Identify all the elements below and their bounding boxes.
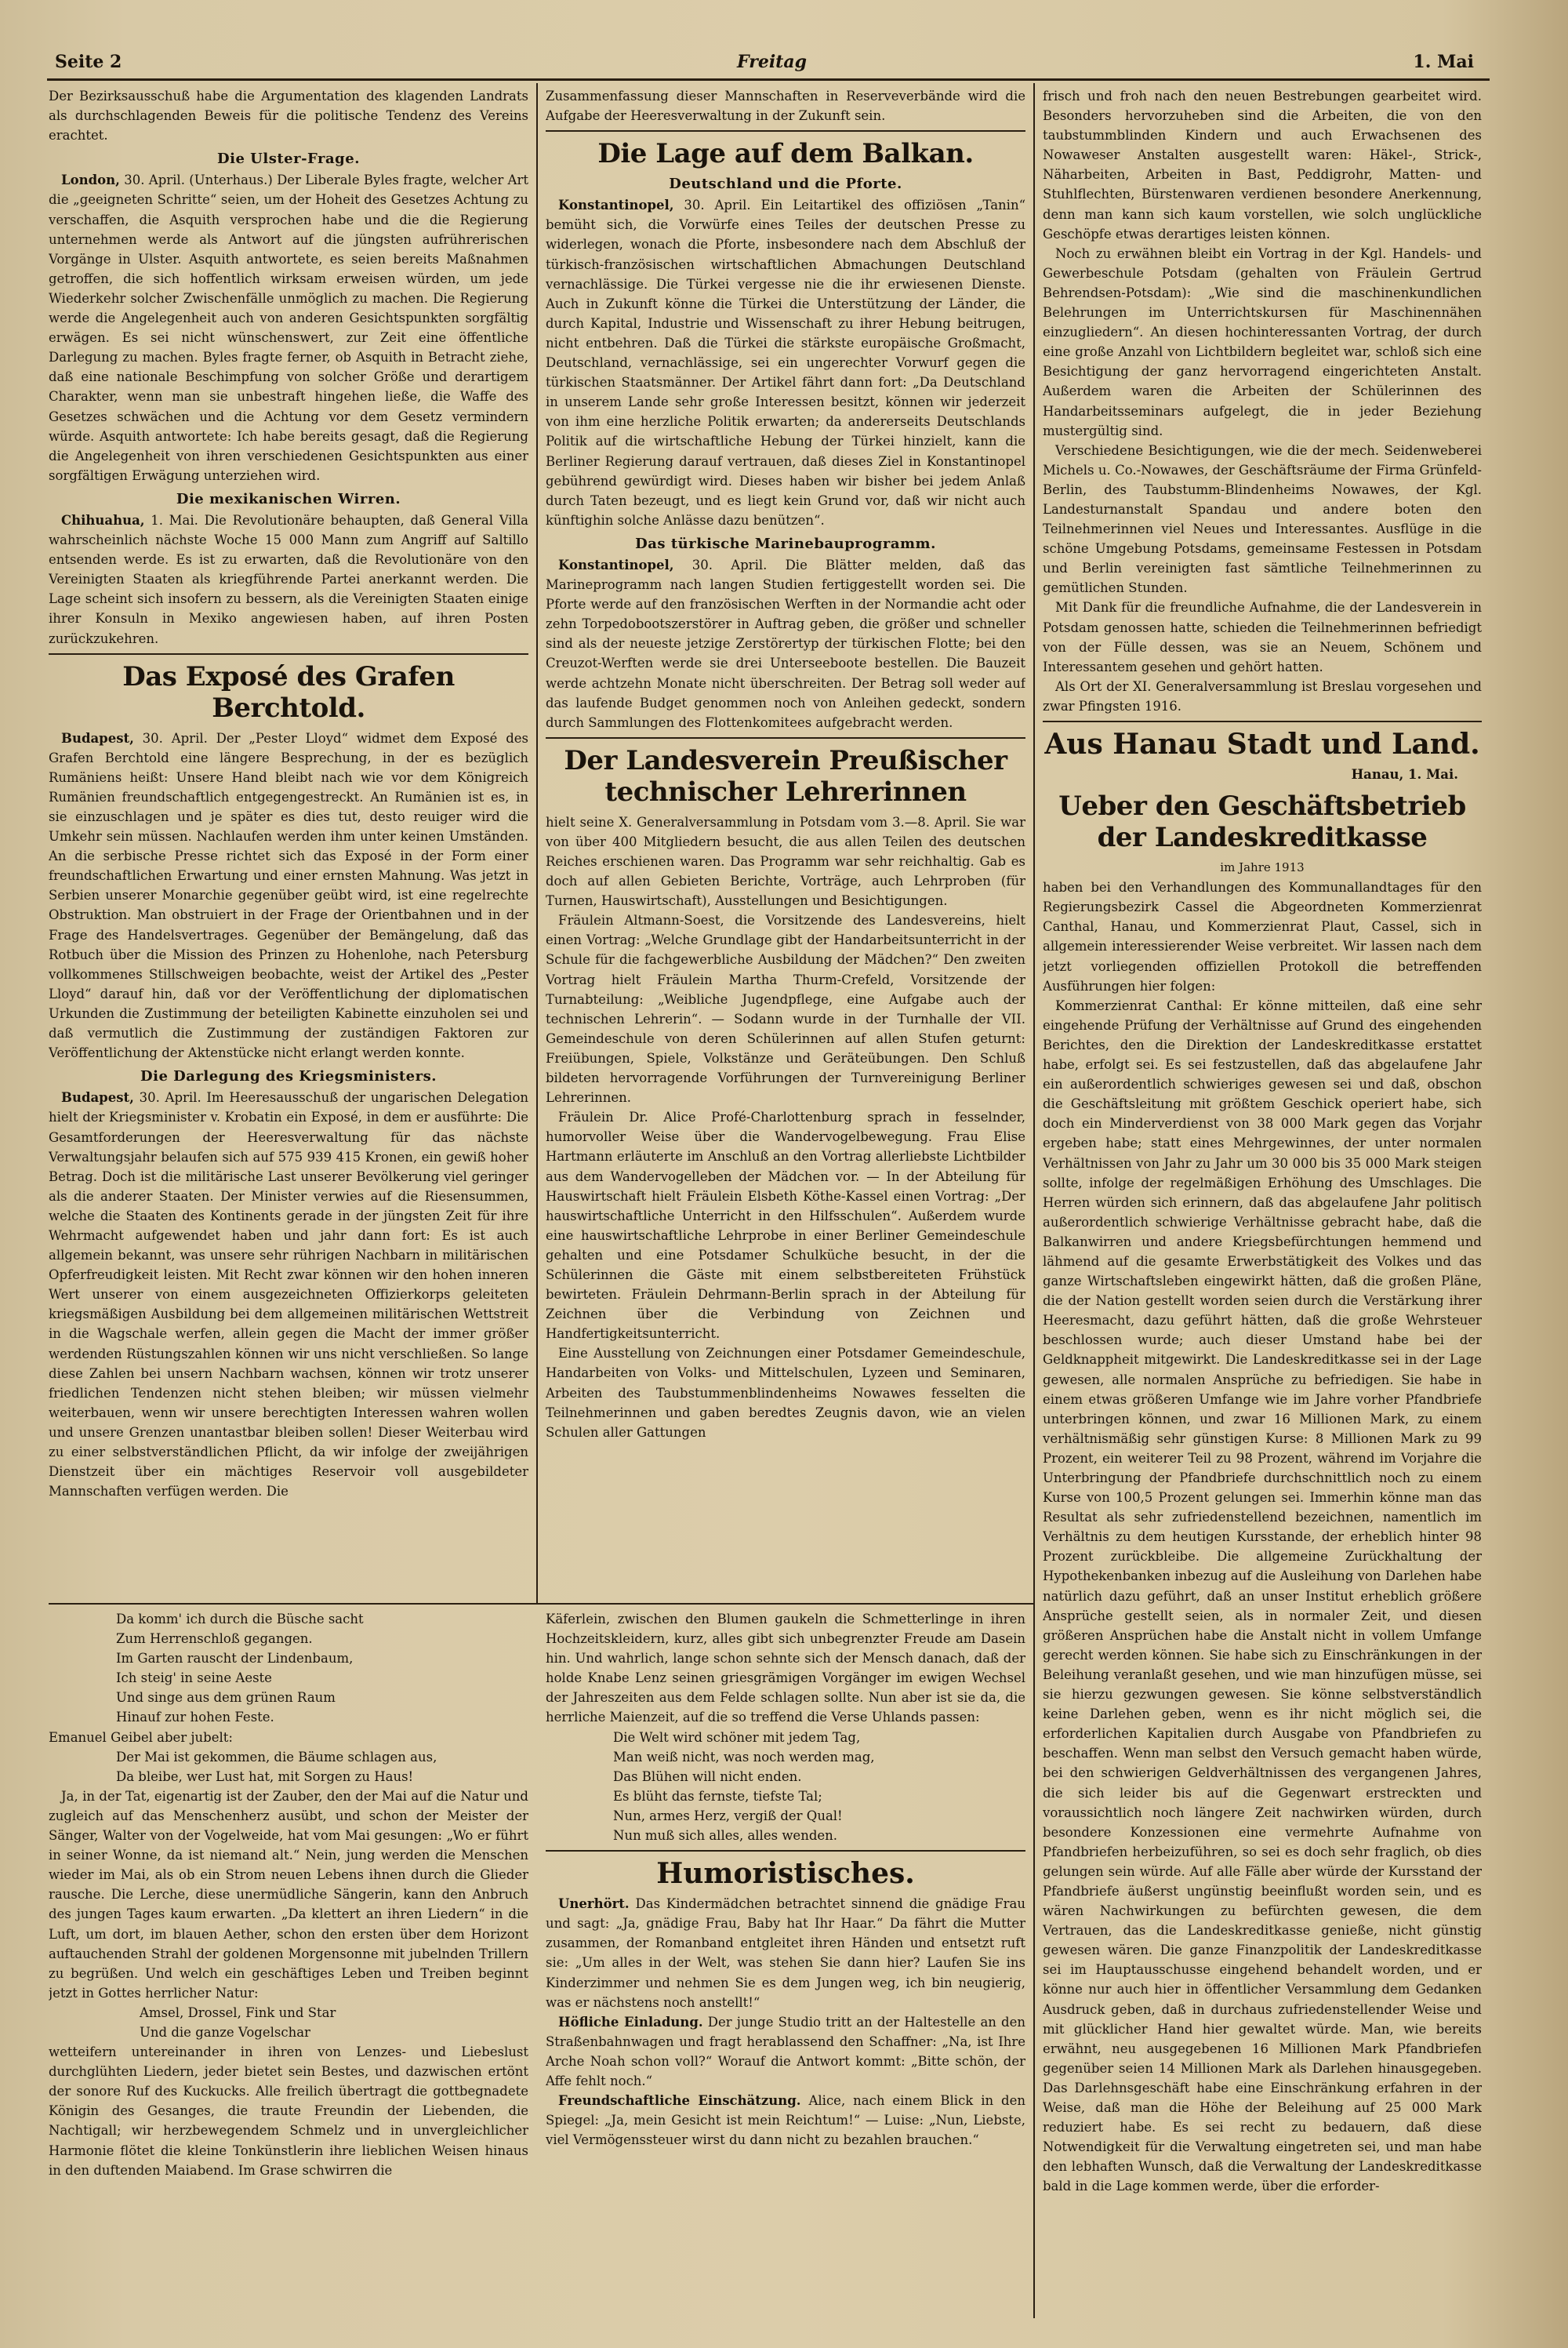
verse-line: Da komm' ich durch die Büsche sacht [116, 1612, 364, 1627]
section-title: Humoristisches. [656, 1857, 915, 1891]
article-title: Ueber den Geschäftsbetrieb der Landeskreditkasse [1058, 791, 1466, 854]
anecdote-title: Freundschaftliche Einschätzung. [558, 2093, 801, 2109]
paragraph: Ja, in der Tat, eigenartig ist der Zauber, den der Mai auf die Natur und zugleich auf das Menschenherz ausübt, und schon der Meister der Sänger, Walter von der Vogelweide, hat vom Mai gesungen: „Wo er führt in seiner Wonne, da ist niemand alt.“ Nein, jung werden die Menschen wieder im Mai, als ob ein Strom neuen Lebens ihnen durch die Glieder rausche. Die Lerche, diese unermüdliche Sängerin, kann den Anbruch des jungen Tages kaum erwarten. „Da klettert an ihren Liedern“ in die Luft, um dort, im blauen Aether, schon den ersten über dem Horizont auftauchenden Strahl der goldenen Morgensonne mit jubelnden Trillern zu begrüßen. Und welch ein geschäftiges Leben und Treiben beginnt jetzt in Gottes herrlicher Natur: [49, 1788, 528, 2001]
divider [546, 737, 1025, 739]
article-text: 1. Mai. Die Revolutionäre behaupten, daß General Villa wahrscheinlich nächste Woche 15 000 Mann zum Angriff auf Saltillo entsenden werde. Es ist zu erwarten, daß die Revolutionäre von den Vereinigten Staaten als kriegführende Partei anerkannt werden. Die Lage scheint sich insofern zu bessern, als die Vereinigten Staaten einige ihrer Konsuln in Mexiko angewiesen haben, auf ihren Posten zurückzukehren. [49, 512, 528, 646]
verse-line: Man weiß nicht, was noch werden mag, [613, 1749, 875, 1765]
anecdote-text: Das Kindermädchen betrachtet sinnend die gnädige Frau und sagt: „Ja, gnädige Frau, Baby hat Ihr Haar.“ Da fährt die Mutter zusammen, der Romanband entgleitet ihren Händen und entsetzt ruft sie: „Um alles in der Welt, was stehen Sie dann hier? Laufen Sie ins Kinderzimmer und nehmen Sie es dem Jungen weg, ich bin neugierig, was er nächstens noch anstellt!“ [546, 1896, 1025, 2010]
paragraph: Emanuel Geibel aber jubelt: [49, 1729, 233, 1745]
divider [546, 1850, 1025, 1852]
paragraph: Eine Ausstellung von Zeichnungen einer Potsdamer Gemeindeschule, Handarbeiten von Volks- und Mittelschulen, Lyzeen und Seminaren, Arbeiten des Taubstummenblindenheims Nowawes fesselten die Teilnehmerinnen und gaben beredtes Zeugnis davon, wie an vielen Schulen aller Gattungen [546, 1346, 1025, 1440]
verse-line: Im Garten rauscht der Lindenbaum, [116, 1651, 354, 1666]
feuilleton-column-2 [546, 1609, 1025, 2315]
article-text: 30. April. (Unterhaus.) Der Liberale Byles fragte, welcher Art die „geeigneten Schritte“ seien, um der Hoheit des Gesetzes Achtung zu verschaffen, die Asquith versprochen habe und die die Regierung unternehmen werde als Antwort auf die jüngsten aufrührerischen Vorgänge in Ulster. Asquith antwortete, es seien bereits Maßnahmen getroffen, die sich hoffentlich wirksam erweisen würden, um jede Wiederkehr solcher Zwischenfälle unmöglich zu machen. Die Regierung werde die Angelegenheit auch von anderen Gesichtspunkten sorgfältig erwägen. Es sei nicht wünschenswert, zur Zeit eine öffentliche Darlegung zu machen. Byles fragte ferner, ob Asquith in Betracht ziehe, daß eine nationale Beschimpfung von solcher Größe und derartigem Charakter, wenn man sie unbestraft hingehen ließe, die Waffe des Gesetzes schwächen und die Achtung vor dem Gesetz vermindern würde. Asquith antwortete: Ich habe bereits gesagt, daß die Regierung die Angelegenheit von ihren verschiedenen Gesichtspunkten aus einer sorgfältigen Erwägung unterziehen wird. [49, 173, 528, 483]
paragraph: Zusammenfassung dieser Mannschaften in Reserveverbände wird die Aufgabe der Heeresverwaltung in der Zukunft sein. [546, 89, 1025, 124]
paragraph: Mit Dank für die freundliche Aufnahme, die der Landesverein in Potsdam genossen hatte, schieden die Teilnehmerinnen befriedigt von der Fülle dessen, was sie an Neuem, Schönem und Interessantem gesehen und gehört hatten. [1043, 600, 1482, 674]
verse-line: Und die ganze Vogelschar [140, 2024, 310, 2040]
paragraph: Kommerzienrat Canthal: Er könne mitteilen, daß eine sehr eingehende Prüfung der Verhältnisse auf Grund des eingehenden Berichtes, den die Direktion der Landeskreditkasse erstattet habe, erfolgt sei. Es sei festzustellen, daß das abgelaufene Jahr ein außerordentlich schwieriges gewesen sei und daß, obschon die Geschäftsleitung mit größtem Geschick operiert habe, sich doch ein Minderverdienst von 38 000 Mark gegen das Vorjahr ergeben habe; statt eines Mehrgewinnes, der unter normalen Verhältnissen von Jahr zu Jahr um 30 000 bis 35 000 Mark steigen sollte, infolge der regelmäßigen Erhöhung des Umschlages. Die Herren würden sich erinnern, daß das abgelaufene Jahr politisch außerordentlich schwierige Verhältnisse gebracht habe, daß die Balkanwirren und andere Kriegsbefürchtungen hemmend und lähmend auf die gesamte Erwerbstätigkeit des Volkes und das ganze Wirtschaftsleben eingewirkt hätten, daß die großen Pläne, die der Nation gestellt worden seien durch die Verstärkung ihrer Heeresmacht, dazu geführt hätten, daß die große Wehrsteuer beschlossen wurde; auch dieser Umstand habe bei der Geldknappheit mitgewirkt. Die Landeskreditkasse sei in der Lage gewesen, alle normalen Ansprüche zu befriedigen. Sie habe in einem etwas größeren Umfange wie im Jahre vorher Pfandbriefe unterbringen können, und zwar 16 Millionen Mark, zu einem verhältnismäßig sehr günstigen Kurse: 8 Millionen Mark zu 99 Prozent, ein weiterer Teil zu 98 Prozent, während im Vorjahre die Unterbringung der Pfandbriefe durchschnittlich noch zu einem Kurse von 100,5 Prozent gelungen sei. Immerhin könne man das Resultat als sehr zufriedenstellend bezeichnen, namentlich im Verhältnis zu dem heutigen Kursstande, der erheblich hinter 98 Prozent zurückbleibe. Die allgemeine Zurückhaltung der Hypothekenbanken inbezug auf die Ausleihung von Darlehen habe natürlich dazu geführt, daß an unser Institut erheblich größere Ansprüche gestellt seien, als in normaler Zeit, und diesen größeren Ansprüchen habe die Anstalt nicht in vollem Umfange gerecht werden können. Sie habe sich zu Einschränkungen in der Beleihung veranlaßt gesehen, und wie man hinzufügen müsse, sei sie hierzu gezwungen gewesen. Sie könne selbstverständlich keine Darlehen geben, wenn es ihr nicht möglich sei, die erforderlichen Kapitalien durch Ausgabe von Pfandbriefen zu beschaffen. Wenn man selbst den Versuch gemacht haben würde, bei den schwierigen Geldverhältnissen des vergangenen Jahres, die sich leider bis auf die Gegenwart erstreckten und voraussichtlich noch längere Zeit nachwirken würden, durch besondere Konzessionen eine vermehrte Aufnahme von Pfandbriefen herbeizuführen, so sei es doch sehr fraglich, ob dies gelungen sein würde. Auf alle Fälle aber würde der Kursstand der Pfandbriefe äußerst ungünstig beeinflußt worden sein, und es wären Nachwirkungen zu befürchten gewesen, die dem Vertrauen, das die Landeskreditkasse genieße, nicht günstig gewesen wären. Die ganze Finanzpolitik der Landeskreditkasse sei im Hauptausschusse eingehend behandelt worden, und er könne nur auch hier in öffentlicher Versammlung dem Gedanken Ausdruck geben, daß in durchaus zufriedenstellender Weise und mit glücklicher Hand hier gewaltet würde. Man, wie bereits erwähnt, neu ausgegebenen 16 Millionen Mark Pfandbriefen gegenüber seien 14 Millionen Mark als Darlehen hinausgegeben. Das Darlehnsgeschäft habe eine Einschränkung erfahren in der Weise, daß man die Höhe der Beleihung auf 25 000 Mark reduziert habe. Es sei recht zu bedauern, daß diese Notwendigkeit für die Verwaltung eingetreten sei, und man habe den lebhaften Wunsch, daß die Verwaltung der Landeskreditkasse bald in die Lage kommen werde, über die erforder- [1043, 998, 1482, 2194]
article-title: Die Lage auf dem Balkan. [597, 138, 974, 170]
verse-line: Die Welt wird schöner mit jedem Tag, [613, 1729, 861, 1745]
article-text: 30. April. Die Blätter melden, daß das Marineprogramm nach langen Studien fertiggestellt worden sei. Die Pforte werde auf den französischen Werften in der Normandie acht oder zehn Torpedobootszerstörer in Auftrag geben, die größer und schneller sind als der neueste jetzige Zerstörertyp der türkischen Flotte; bei den Creuzot-Werften werde sie drei Unterseeboote bestellen. Die Bauzeit werde achtzehn Monate nicht überschreiten. Der Betrag soll weder auf das laufende Budget genommen noch von Anleihen gedeckt, sondern durch Sammlungen des Flottenkomitees aufgebracht werden. [546, 557, 1025, 730]
anecdote-title: Höfliche Einladung. [558, 2014, 703, 2030]
paragraph: haben bei den Verhandlungen des Kommunallandtages für den Regierungsbezirk Cassel die Abgeordneten Kommerzienrat Canthal, Hanau, und Kommerzienrat Plaut, Cassel, sich in allgemein interessierender Weise verbreitet. Wir lassen nach dem jetzt vorliegenden offiziellen Protokoll die betreffenden Ausführungen hier folgen: [1043, 880, 1482, 994]
dateline: Hanau, 1. Mai. [1351, 767, 1458, 782]
column-1 [49, 86, 528, 1600]
verse-line: Und singe aus dem grünen Raum [116, 1690, 336, 1706]
dateline: Budapest, [61, 1090, 134, 1106]
dateline: Budapest, [61, 730, 134, 746]
feuilleton-rule [49, 1603, 1033, 1605]
anecdote-title: Unerhört. [558, 1896, 630, 1912]
paragraph: hielt seine X. Generalversammlung in Potsdam vom 3.—8. April. Sie war von über 400 Mitgliedern besucht, die aus allen Teilen des deutschen Reiches erschienen waren. Das Programm war sehr reichhaltig. Gab es doch auf allen Gebieten Berichte, Vorträge, auch Lehrproben (für Turnen, Hauswirtschaft), Ausstellungen und Besichtigungen. [546, 814, 1025, 909]
verse-line: Da bleibe, wer Lust hat, mit Sorgen zu Haus! [116, 1768, 414, 1784]
paragraph: Verschiedene Besichtigungen, wie die der mech. Seidenweberei Michels u. Co.-Nowawes, der Geschäftsräume der Firma Grünfeld-Berlin, des Taubstumm-Blindenheims Nowawes, der Kgl. Landesturnanstalt Spandau und andere boten den Teilnehmerinnen viel Neues und Interessantes. Ausflüge in die schöne Umgebung Potsdams, gemeinsame Festessen in Potsdam und Berlin vereinigten fast sämtliche Teilnehmerinnen zu gemütlichen Stunden. [1043, 442, 1482, 596]
paragraph: Als Ort der XI. Generalversammlung ist Breslau vorgesehen und zwar Pfingsten 1916. [1043, 678, 1482, 714]
article-text: 30. April. Im Heeresausschuß der ungarischen Delegation hielt der Kriegsminister v. Krobatin ein Exposé, in dem er ausführte: Die Gesamtforderungen der Heeresverwaltung für das nächste Verwaltungsjahr belaufen sich auf 575 939 415 Kronen, ein gewiß hoher Betrag. Doch ist die militärische Last unserer Bevölkerung viel geringer als die anderer Staaten. Der Minister verwies auf die Riesensummen, welche die Staaten des Kontinents gerade in der jüngsten Zeit für ihre Wehrmacht aufgewendet haben und jahr dann fort: Es ist auch allgemein bekannt, was unsere sehr rührigen Nachbarn in militärischen Opferfreudigkeit leisten. Mit Recht zwar können wir den hohen inneren Wert unserer von einem ausgezeichneten Offizierkorps geleiteten kriegsmäßigen Ausbildung bei dem allgemeinen militärischen Wettstreit in die Wagschale werfen, allein gegen die Macht der immer größer werdenden Rüstungszahlen können wir uns nicht verschließen. So lange diese Zahlen bei unsern Nachbarn wachsen, können wir trotz unserer friedlichen Tendenzen nicht stehen bleiben; wir müssen vielmehr weiterbauen, wenn wir unsere berechtigten Interessen wahren wollen und unsere Grenzen unantastbar bleiben sollen! Dieser Weiterbau wird zu einer selbstverständlichen Pflicht, da wir infolge der zweijährigen Dienstzeit über ein mächtiges Reservoir voll ausgebildeter Mannschaften verfügen werden. Die [49, 1090, 528, 1499]
subtitle: im Jahre 1913 [1220, 860, 1305, 875]
verse-line: Das Blühen will nicht enden. [613, 1768, 802, 1784]
anecdote-text: Alice, nach einem Blick in den Spiegel: „Ja, mein Gesicht ist mein Reichtum!“ — Luise: „Nun, Liebste, viel Vermögenssteuer wirst du dann nicht zu bezahlen brauchen.“ [546, 2093, 1025, 2148]
paragraph: frisch und froh nach den neuen Bestrebungen gearbeitet wird. Besonders hervorzuheben sind die Arbeiten, die von den taubstummblinden Kindern und auch Erwachsenen des Nowaweser Anstalten ausgestellt waren: Häkel-, Strick-, Näharbeiten, Arbeiten in Bast, Peddigrohr, Matten- und Stuhlflechten, Bürstenwaren verdienen besondere Anerkennung, denn man kann sich kaum vorstellen, wie solch unglückliche Geschöpfe etwas derartiges leisten können. [1043, 89, 1482, 242]
verse-line: Ich steig' in seine Aeste [116, 1670, 272, 1686]
verse-line: Nun, armes Herz, vergiß der Qual! [613, 1808, 843, 1823]
section-heading: Die Ulster-Frage. [217, 151, 360, 168]
page-number: Seite 2 [55, 52, 122, 72]
divider [49, 653, 528, 655]
verse-line: Es blüht das fernste, tiefste Tal; [613, 1788, 822, 1804]
feuilleton-column-1 [49, 1609, 528, 2315]
paragraph: Der Bezirksausschuß habe die Argumentation des klagenden Landrats als durchschlagenden Beweis für die politische Tendenz des Vereins erachtet. [49, 89, 528, 144]
dateline: London, [61, 173, 120, 188]
section-heading: Die Darlegung des Kriegsministers. [140, 1068, 437, 1085]
dateline: Konstantinopel, [558, 198, 674, 213]
divider [546, 130, 1025, 132]
date: 1. Mai [1413, 52, 1474, 72]
paragraph: Fräulein Dr. Alice Profé-Charlottenburg sprach in fesselnder, humorvoller Weise über die Wandervogelbewegung. Frau Elise Hartmann erläuterte im Anschluß an den Vortrag allerliebste Lichtbilder aus dem Wandervogelleben der Mädchen vor. — In der Abteilung für Hauswirtschaft hielt Fräulein Elsbeth Köthe-Kassel einen Vortrag: „Der hauswirtschaftliche Unterricht in den Hilfsschulen“. Außerdem wurde eine hauswirtschaftliche Lehrprobe in einer Berliner Gemeindeschule gehalten und eine Potsdamer Schulküche besucht, in der die Schülerinnen die Gäste mit einem selbstbereiteten Frühstück bewirteten. Fräulein Dehrmann-Berlin sprach in der Abteilung für Zeichnen über die Verbindung von Zeichnen und Handfertigkeitsunterricht. [546, 1110, 1025, 1342]
column-rule [1033, 83, 1035, 2318]
section-heading: Das türkische Marinebauprogramm. [635, 535, 936, 552]
article-text: 30. April. Ein Leitartikel des offiziösen „Tanin“ bemüht sich, die Vorwürfe eines Teiles der deutschen Presse zu widerlegen, wonach die Pforte, insbesondere nach dem Abschluß der türkisch-französischen wirtschaftlichen Abmachungen Deutschland vernachlässige. Die Türkei vergesse nie die ihr erwiesenen Dienste. Auch in Zukunft könne die Türkei die Unterstützung der Länder, die durch Kapital, Industrie und Wissenschaft zu ihrer Hebung beitrugen, nicht entbehren. Daß die Türkei die stärkste europäische Großmacht, Deutschland, vernachlässige, sei ein ungerechter Vorwurf gegen die türkischen Staatsmänner. Der Artikel fährt dann fort: „Da Deutschland in unserem Lande sehr große Interessen besitzt, können wir jederzeit von ihm eine herzliche Politik erwarten; da andererseits Deutschlands Politik auf die wirtschaftliche Hebung der Türkei hinzielt, kann die Berliner Regierung darauf vertrauen, daß dieses Ziel in Konstantinopel gebührend gewürdigt wird. Dieses haben wir bisher bei jedem Anlaß durch Taten bezeugt, und es liegt kein Grund vor, daß wir nicht auch künftighin solche Anlässe dazu benützen“. [546, 198, 1025, 528]
page-header [47, 49, 1490, 81]
section-heading: Deutschland und die Pforte. [669, 176, 902, 193]
paragraph: Fräulein Altmann-Soest, die Vorsitzende des Landesvereins, hielt einen Vortrag: „Welche Grundlage gibt der Handarbeitsunterricht in der Schule für die fachgewerbliche Ausbildung der Mädchen?“ Den zweiten Vortrag hielt Fräulein Martha Thurm-Crefeld, Vorsitzende der Turnabteilung: „Weibliche Jugendpflege, eine Aufgabe auch der technischen Lehrerin“. — Sodann wurde in der Turnhalle der VII. Gemeindeschule von deren Schülerinnen auf allen Stufen geturnt: Freiübungen, Spiele, Volkstänze und Geräteübungen. Den Schluß bildeten hervorragende Vorführungen der Turnvereinigung Berliner Lehrerinnen. [546, 913, 1025, 1106]
column-2 [546, 86, 1025, 1600]
verse-line: Hinauf zur hohen Feste. [116, 1710, 274, 1725]
verse-line: Zum Herrenschloß gegangen. [116, 1631, 313, 1647]
article-title: Der Landesverein Preußischer technischer Lehrerinnen [564, 744, 1007, 808]
divider [1043, 721, 1482, 722]
dateline: Konstantinopel, [558, 557, 674, 572]
article-text: 30. April. Der „Pester Lloyd“ widmet dem Exposé des Grafen Berchtold eine längere Besprechung, in der es bezüglich Rumäniens heißt: Unsere Hand bleibt nach wie vor dem Königreich Rumänien freundschaftlich entgegengestreckt. An Rumänien ist es, in sie einzuschlagen und je später es dies tut, desto reuiger wird die Umkehr sein müssen. Nachlaufen werden ihm unter keinen Umständen. An die serbische Presse richtet sich das Exposé in der Form einer freundschaftlichen Erwartung und einer ernsten Mahnung. Was jetzt in Serbien unserer Monarchie gegenüber geübt wird, ist eine regelrechte Obstruktion. Man obstruiert in der Frage der Orientbahnen und in der Frage des Handelsvertrages. Gegenüber der Bemängelung, daß das Rotbuch über die Mission des Prinzen zu Hohenlohe, nach Petersburg vollkommenes Stillschweigen beobachte, weist der Artikel des „Pester Lloyd“ darauf hin, daß vor der Veröffentlichung der diplomatischen Urkunden die Zustimmung der beteiligten Kabinette einzuholen sei und daß vermutlich die Zustimmung der zuständigen Faktoren zur Veröffentlichung der Aktenstücke nicht erlangt werden konnte. [49, 730, 528, 1061]
dateline: Chihuahua, [61, 512, 145, 528]
anecdote-text: Der junge Studio tritt an der Haltestelle an den Straßenbahnwagen und fragt herablassend den Schaffner: „Na, ist Ihre Arche Noah schon voll?“ Worauf die Antwort kommt: „Bitte schön, der Affe fehlt noch.“ [546, 2014, 1025, 2088]
paragraph: wetteifern untereinander in ihren von Lenzes- und Liebeslust durchglühten Liedern, jeder bietet sein Bestes, und dazwischen ertönt der sonore Ruf des Kuckucks. Alle freilich übertragt die gottbegnadete Königin des Gesanges, die traute Freundin der Liebenden, die Nachtigall; wir herzbewegendem Schmelz und in unvergleichlicher Harmonie flötet die kleine Tonkünstlerin ihre lieblichen Weisen hinaus in den duftenden Maiabend. Im Grase schwirren die [49, 2045, 528, 2178]
section-heading: Die mexikanischen Wirren. [176, 490, 401, 507]
article-title: Das Exposé des Grafen Berchtold. [122, 660, 455, 724]
column-3 [1043, 86, 1482, 2321]
verse-line: Amsel, Drossel, Fink und Star [140, 2005, 336, 2020]
verse-line: Der Mai ist gekommen, die Bäume schlagen aus, [116, 1749, 437, 1765]
verse-line: Nun muß sich alles, alles wenden. [613, 1828, 838, 1844]
column-rule [536, 83, 538, 1605]
section-title: Aus Hanau Stadt und Land. [1044, 728, 1480, 761]
paragraph: Käferlein, zwischen den Blumen gaukeln die Schmetterlinge in ihren Hochzeitskleidern, kurz, alles gibt sich unbegrenzter Freude am Dasein hin. Und wahrlich, lange schon sehnte sich der Mensch danach, daß der holde Knabe Lenz seinen griesgrämigen Vorgänger im ewigen Wechsel der Jahreszeiten aus dem Felde schlagen sollte. Nun aber ist sie da, die herrliche Maienzeit, auf die so treffend die Verse Uhlands passen: [546, 1612, 1025, 1725]
weekday: Freitag [737, 52, 807, 72]
paragraph: Noch zu erwähnen bleibt ein Vortrag in der Kgl. Handels- und Gewerbeschule Potsdam (gehalten von Fräulein Gertrud Behrendsen-Potsdam): „Wie sind die maschinenkundlichen Belehrungen im Unterrichtskursen für Maschinennähen einzugliedern“. An diesen hochinteressanten Vortrag, der durch eine große Anzahl von Lichtbildern begleitet war, schloß sich eine Besichtigung der ganz hervorragend eingerichteten Anstalt. Außerdem waren die Arbeiten der Schülerinnen des Handarbeitsseminars aufgelegt, die in jeder Beziehung mustergültig sind. [1043, 245, 1482, 438]
